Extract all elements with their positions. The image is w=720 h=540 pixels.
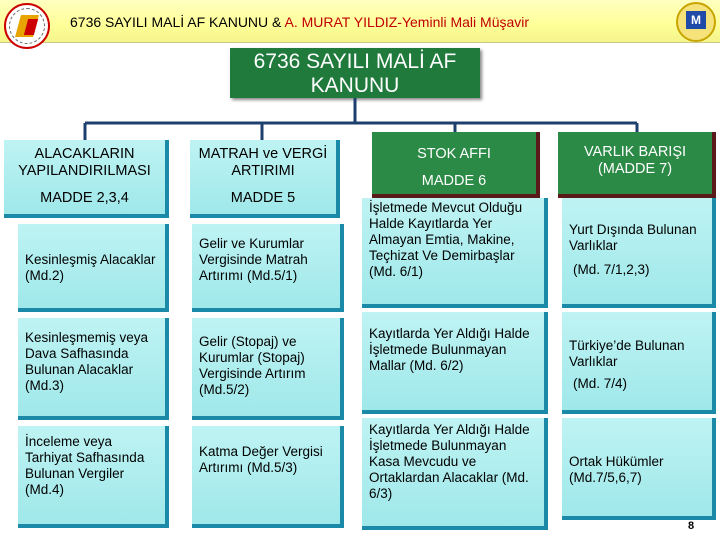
column-1-header [4,140,169,218]
column-3-item-1-text: İşletmede Mevcut Olduğu Halde Kayıtlarda Yer Almayan Emtia, Makine, Teçhizat Ve Demirbaşlar (Md. 6/1) [369,200,523,279]
column-2-article: MADDE 5 [230,190,296,206]
column-1-article: MADDE 2,3,4 [40,190,129,206]
column-1-item-2 [18,318,169,420]
column-3-item-3-text: Kayıtlarda Yer Aldığı Halde İşletmede Bulunmayan Kasa Mevcudu ve Ortaklardan Alacaklar (Md. 6/3) [369,422,530,501]
column-4-title: VARLIK BARIŞI (MADDE 7) [583,144,687,177]
column-4-item-1-ref: (Md. 7/1,2,3) [573,262,650,277]
column-4-item-3 [562,418,716,520]
header-title-author: A. MURAT YILDIZ-Yeminli Mali Müşavir [284,14,530,30]
column-2-item-1-text: Gelir ve Kurumlar Vergisinde Matrah Artırımı (Md.5/1) [199,236,308,283]
column-4-item-2 [562,312,716,414]
column-4-item-3-text: Ortak Hükümler (Md.7/5,6,7) [569,454,664,485]
column-4-item-1 [562,198,716,308]
column-4-item-2-text: Türkiye’de Bulunan Varlıklar [569,338,685,369]
column-1-item-1 [18,224,169,312]
column-2-title: MATRAH ve VERGİ ARTIRIMI [198,146,328,179]
column-2-item-2 [192,318,344,420]
column-1-item-3-text: İnceleme veya Tarhiyat Safhasında Bulunan Vergiler (Md.4) [25,434,145,497]
column-1-title: ALACAKLARIN YAPILANDIRILMASI [18,146,151,179]
column-3-item-1 [362,198,548,308]
seal-logo-icon: M [676,2,716,42]
column-1-item-1-text: Kesinleşmiş Alacaklar (Md.2) [25,252,156,283]
column-2-item-3-text: Katma Değer Vergisi Artırımı (Md.5/3) [199,444,323,475]
column-4-header [558,132,716,198]
column-2-header [190,140,340,218]
diagram-root-title: 6736 SAYILI MALİ AF KANUNU [230,48,480,98]
column-3-article: MADDE 6 [421,173,487,189]
column-3-header [372,132,540,198]
page-number: 8 [688,520,695,532]
column-1-item-3 [18,426,169,528]
column-3-title: STOK AFFI [417,146,491,162]
column-3-item-2 [362,312,548,414]
column-1-item-2-text: Kesinleşmemiş veya Dava Safhasında Bulunan Alacaklar (Md.3) [25,330,149,393]
column-4-item-1-text: Yurt Dışında Bulunan Varlıklar [569,222,697,253]
column-2-item-3 [192,426,344,528]
column-2-item-1 [192,224,344,312]
column-4-item-2-ref: (Md. 7/4) [573,376,628,391]
column-2-item-2-text: Gelir (Stopaj) ve Kurumlar (Stopaj) Vergisinde Artırım (Md.5/2) [199,334,306,397]
header-title-law: 6736 SAYILI MALİ AF KANUNU & [70,14,285,30]
column-3-item-3 [362,418,548,530]
column-3-item-2-text: Kayıtlarda Yer Aldığı Halde İşletmede Bulunmayan Mallar (Md. 6/2) [369,326,530,373]
